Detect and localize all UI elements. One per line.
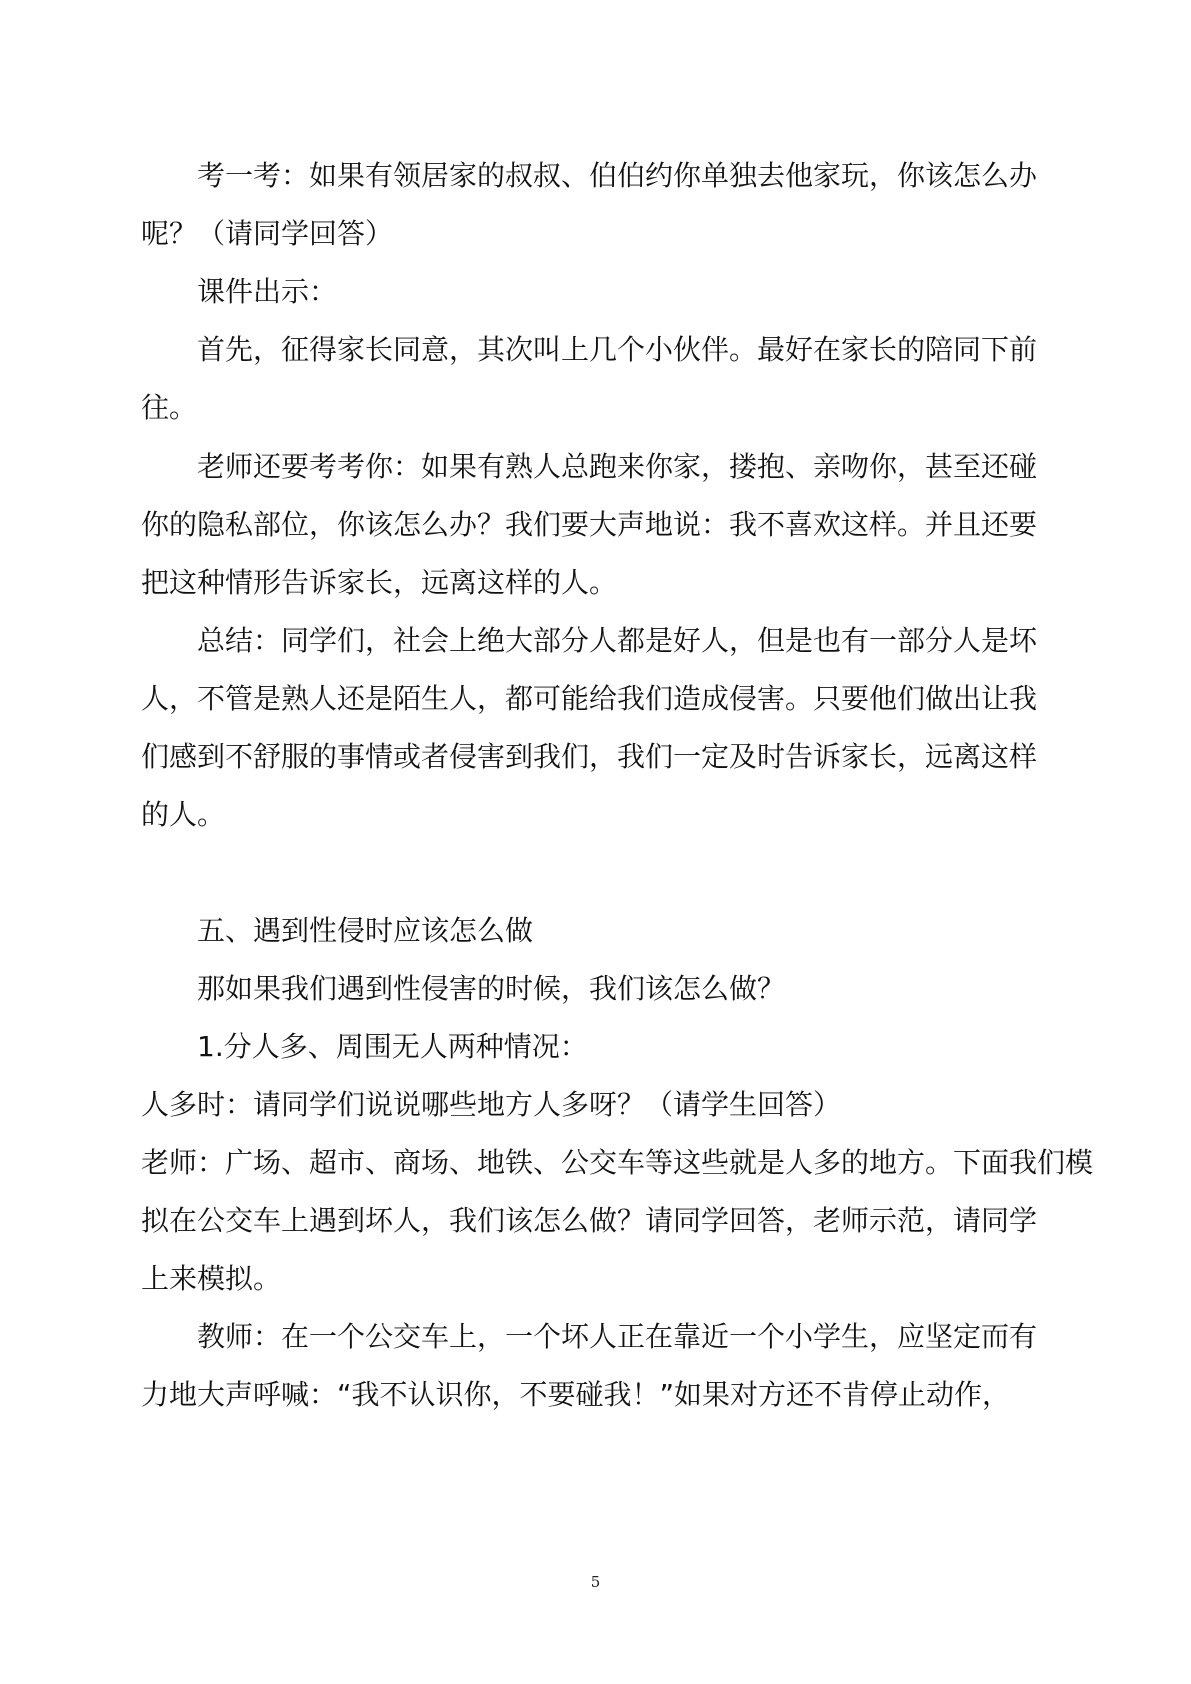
question-paragraph: 那如果我们遇到性侵害的时候，我们该怎么做？ — [197, 972, 786, 1005]
summary-line-4: 的人。 — [141, 798, 226, 831]
courseware-label: 课件出示： — [197, 275, 338, 308]
teacher-quiz-line-1: 老师还要考考你：如果有熟人总跑来你家，搂抱、亲吻你，甚至还碰 — [197, 450, 1038, 483]
quiz-paragraph-line-2: 呢？（请同学回答） — [141, 217, 394, 250]
courseware-paragraph-line-1: 首先，征得家长同意，其次叫上几个小伙伴。最好在家长的陪同下前 — [197, 333, 1038, 366]
teacher-quiz-line-2: 你的隐私部位，你该怎么办？我们要大声地说：我不喜欢这样。并且还要 — [141, 508, 1038, 541]
teacher-demo-line-2: 力地大声呼喊：“我不认识你，不要碰我！”如果对方还不肯停止动作， — [141, 1378, 1011, 1411]
page-number: 5 — [590, 1573, 601, 1591]
courseware-paragraph-line-2: 往。 — [141, 391, 198, 424]
teacher-answer-line-3: 上来模拟。 — [141, 1262, 282, 1295]
section-heading: 五、遇到性侵时应该怎么做 — [197, 914, 534, 947]
numbered-item-1: 1.分人多、周围无人两种情况： — [197, 1030, 588, 1063]
crowded-place-question: 人多时：请同学们说说哪些地方人多呀？（请学生回答） — [141, 1088, 842, 1121]
quiz-paragraph-line-1: 考一考：如果有领居家的叔叔、伯伯约你单独去他家玩，你该怎么办 — [197, 159, 1038, 192]
summary-line-1: 总结：同学们，社会上绝大部分人都是好人，但是也有一部分人是坏 — [197, 624, 1038, 657]
teacher-quiz-line-3: 把这种情形告诉家长，远离这样的人。 — [141, 566, 618, 599]
teacher-answer-line-2: 拟在公交车上遇到坏人，我们该怎么做？请同学回答，老师示范，请同学 — [141, 1204, 1038, 1237]
summary-line-2: 人，不管是熟人还是陌生人，都可能给我们造成侵害。只要他们做出让我 — [141, 682, 1038, 715]
teacher-demo-line-1: 教师：在一个公交车上，一个坏人正在靠近一个小学生，应坚定而有 — [197, 1320, 1038, 1353]
summary-line-3: 们感到不舒服的事情或者侵害到我们，我们一定及时告诉家长，远离这样 — [141, 740, 1038, 773]
teacher-answer-line-1: 老师：广场、超市、商场、地铁、公交车等这些就是人多的地方。下面我们模 — [141, 1146, 1094, 1179]
